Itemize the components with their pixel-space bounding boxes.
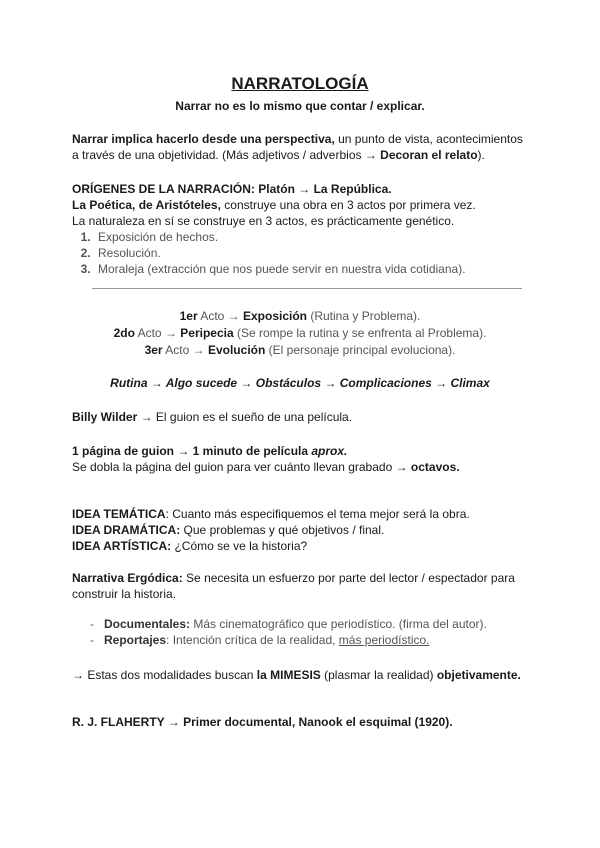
paragraph-perspective — [72, 131, 532, 163]
ergodic-paragraph — [72, 570, 522, 602]
list-item: 2. Resolución. — [94, 245, 532, 261]
wilder-name: Billy Wilder — [72, 410, 138, 424]
flaherty-text: R. J. FLAHERTY → Primer documental, Nanook el esquimal (1920). — [72, 715, 453, 729]
modes-list — [72, 616, 532, 648]
page-rule-bold: 1 página de guion → 1 minuto de película — [72, 444, 312, 458]
act-line: 2do Acto → Peripecia (Se rompe la rutina y se enfrenta al Problema). — [113, 326, 487, 340]
idea-line: IDEA TEMÁTICA: Cuanto más especifiquemos el tema mejor será la obra. — [72, 507, 470, 521]
page-title: NARRATOLOGÍA — [231, 74, 369, 93]
wilder-text: → El guion es el sueño de una película. — [137, 410, 353, 424]
origins-section — [72, 181, 532, 277]
acts-section — [0, 308, 600, 359]
origins-heading: ORÍGENES DE LA NARRACIÓN: Platón → La República. — [72, 182, 392, 196]
list-item: - Reportajes: Intención crítica de la realidad, más periodístico. — [90, 632, 532, 648]
divider — [92, 288, 522, 289]
ergodic-label: Narrativa Ergódica: — [72, 571, 183, 585]
page-rule-line2: Se dobla la página del guion para ver cuánto llevan grabado → — [72, 460, 411, 474]
list-item: 1. Exposición de hechos. — [94, 229, 532, 245]
subtitle — [0, 98, 600, 114]
ergodic-text: Se necesita un esfuerzo por parte del lector / espectador para construir la historia. — [72, 571, 515, 601]
list-item: - Documentales: Más cinematográfico que periodístico. (firma del autor). — [90, 616, 532, 632]
origins-poetica: La Poética, de Aristóteles, — [72, 198, 221, 212]
page-rule-italic: aprox. — [311, 444, 348, 458]
flaherty-line — [72, 714, 532, 730]
page-rule-section — [72, 443, 532, 475]
wilder-line — [72, 409, 532, 425]
mimesis-line: → Estas dos modalidades buscan la MIMESIS (plasmar la realidad) objetivamente. — [72, 668, 521, 682]
idea-line: IDEA ARTÍSTICA: ¿Cómo se ve la historia? — [72, 539, 308, 553]
idea-line: IDEA DRAMÁTICA: Que problemas y qué objetivos / final. — [72, 523, 385, 537]
modes-section — [72, 616, 532, 648]
list-item: 3. Moraleja (extracción que nos puede servir en nuestra vida cotidiana). — [94, 261, 532, 277]
page-rule-octavos: octavos. — [410, 460, 460, 474]
p1-bold: Narrar implica hacerlo desde una perspectiva, — [72, 132, 335, 146]
sequence-line — [0, 375, 600, 391]
origins-line2: construye una obra en 3 actos por primera vez. — [220, 198, 476, 212]
sequence-text: Rutina → Algo sucede → Obstáculos → Complicaciones → Climax — [110, 376, 490, 390]
ideas-section — [72, 506, 532, 554]
p1-end: ). — [477, 148, 485, 162]
origins-line3: La naturaleza en sí se construye en 3 actos, es prácticamente genético. — [72, 214, 455, 228]
act-line: 1er Acto → Exposición (Rutina y Problema). — [179, 309, 421, 323]
origins-list — [72, 229, 532, 277]
p1-text: un punto de vista, acontecimientos a través de una objetividad. (Más adjetivos / adverbios → — [72, 132, 523, 162]
p1-bold2: Decoran el relato — [380, 148, 478, 162]
subtitle-text: Narrar no es lo mismo que contar / explicar. — [175, 99, 425, 113]
act-line: 3er Acto → Evolución (El personaje principal evoluciona). — [144, 343, 456, 357]
